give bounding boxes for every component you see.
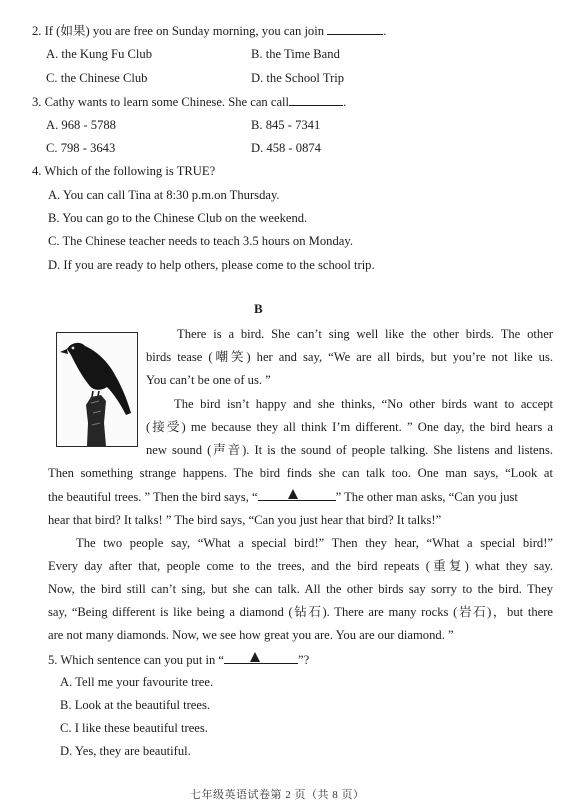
q4-stem: 4. Which of the following is TRUE? (32, 164, 216, 178)
triangle-marker-icon (250, 652, 260, 662)
q2-option-d: D. the School Trip (251, 71, 345, 85)
triangle-marker-icon (288, 489, 298, 499)
q2-option-b: B. the Time Band (251, 47, 340, 61)
q2-option-c: C. the Chinese Club (46, 71, 148, 85)
bird-illustration (56, 332, 138, 447)
passage-line-8 (48, 488, 518, 505)
q3-stem (32, 93, 346, 110)
passage-line-8-start: the beautiful trees. ” Then the bird says, “ (48, 490, 258, 504)
q3-option-d: D. 458 - 0874 (251, 141, 321, 155)
q2-stem-end: . (383, 24, 387, 38)
passage-line-9: hear that bird? It talks! ” The bird says, “Can you just hear that bird? It talks!” (48, 513, 442, 527)
q2-stem (32, 22, 386, 39)
passage-line-12: Now, the bird still can’t sing, but she can talk. All the other birds say sorry to the bird. They (48, 582, 553, 596)
q5-stem (48, 651, 309, 668)
passage-line-7: Then something strange happens. The bird finds she can talk too. One man says, “Look at (48, 466, 553, 480)
q3-option-c: C. 798 - 3643 (46, 141, 116, 155)
passage-line-5: (接受) me because they all think I’m different. ” One day, the bird hears a (146, 420, 553, 434)
q2-answer-blank[interactable] (327, 22, 383, 35)
q4-option-b: B. You can go to the Chinese Club on the weekend. (48, 211, 308, 225)
q4-option-c: C. The Chinese teacher needs to teach 3.5 hours on Monday. (48, 234, 353, 248)
q4-option-a: A. You can call Tina at 8:30 p.m.on Thursday. (48, 188, 280, 202)
bird-on-stump-icon (57, 333, 137, 446)
q2-option-a: A. the Kung Fu Club (46, 47, 153, 61)
q2-stem-text: 2. If (如果) you are free on Sunday morning, you can join (32, 24, 328, 38)
passage-line-14: are not many diamonds. Now, we see how great you are. You are our diamond. ” (48, 628, 454, 642)
passage-line-4: The bird isn’t happy and she thinks, “No other birds want to accept (174, 397, 553, 411)
q5-option-c: C. I like these beautiful trees. (60, 721, 208, 735)
passage-line-8-end: ” The other man asks, “Can you just (335, 490, 518, 504)
q3-answer-blank[interactable] (289, 93, 343, 106)
q5-option-a: A. Tell me your favourite tree. (60, 675, 214, 689)
q5-option-d: D. Yes, they are beautiful. (60, 744, 191, 758)
q3-option-b: B. 845 - 7341 (251, 118, 321, 132)
q4-option-d: D. If you are ready to help others, please come to the school trip. (48, 258, 375, 272)
q5-stem-end: ”? (298, 653, 310, 667)
q5-option-b: B. Look at the beautiful trees. (60, 698, 211, 712)
passage-line-11: Every day after that, people come to the trees, and the bird repeats (重复) what they say. (48, 559, 553, 573)
passage-line-2: birds tease (嘲笑) her and say, “We are all birds, but you’re not like us. (146, 350, 553, 364)
passage-line-1: There is a bird. She can’t sing well like the other birds. The other (177, 327, 553, 341)
page-footer: 七年级英语试卷第 2 页（共 8 页） (190, 789, 365, 801)
passage-line-10: The two people say, “What a special bird!” Then they hear, “What a special bird!” (76, 536, 553, 550)
q5-answer-blank[interactable] (224, 651, 298, 664)
q3-option-a: A. 968 - 5788 (46, 118, 116, 132)
passage-line-13: say, “Being different is like being a diamond (钻石). There are many rocks (岩石)，but there (48, 605, 553, 619)
passage-line-3: You can’t be one of us. ” (146, 373, 271, 387)
passage-answer-blank[interactable] (258, 488, 336, 501)
passage-line-6: new sound (声音). It is the sound of people talking. She listens and listens. (146, 443, 553, 457)
section-b-heading: B (254, 301, 263, 316)
q3-stem-end: . (343, 95, 347, 109)
q5-stem-text: 5. Which sentence can you put in “ (48, 653, 225, 667)
q3-stem-text: 3. Cathy wants to learn some Chinese. She can call (32, 95, 290, 109)
